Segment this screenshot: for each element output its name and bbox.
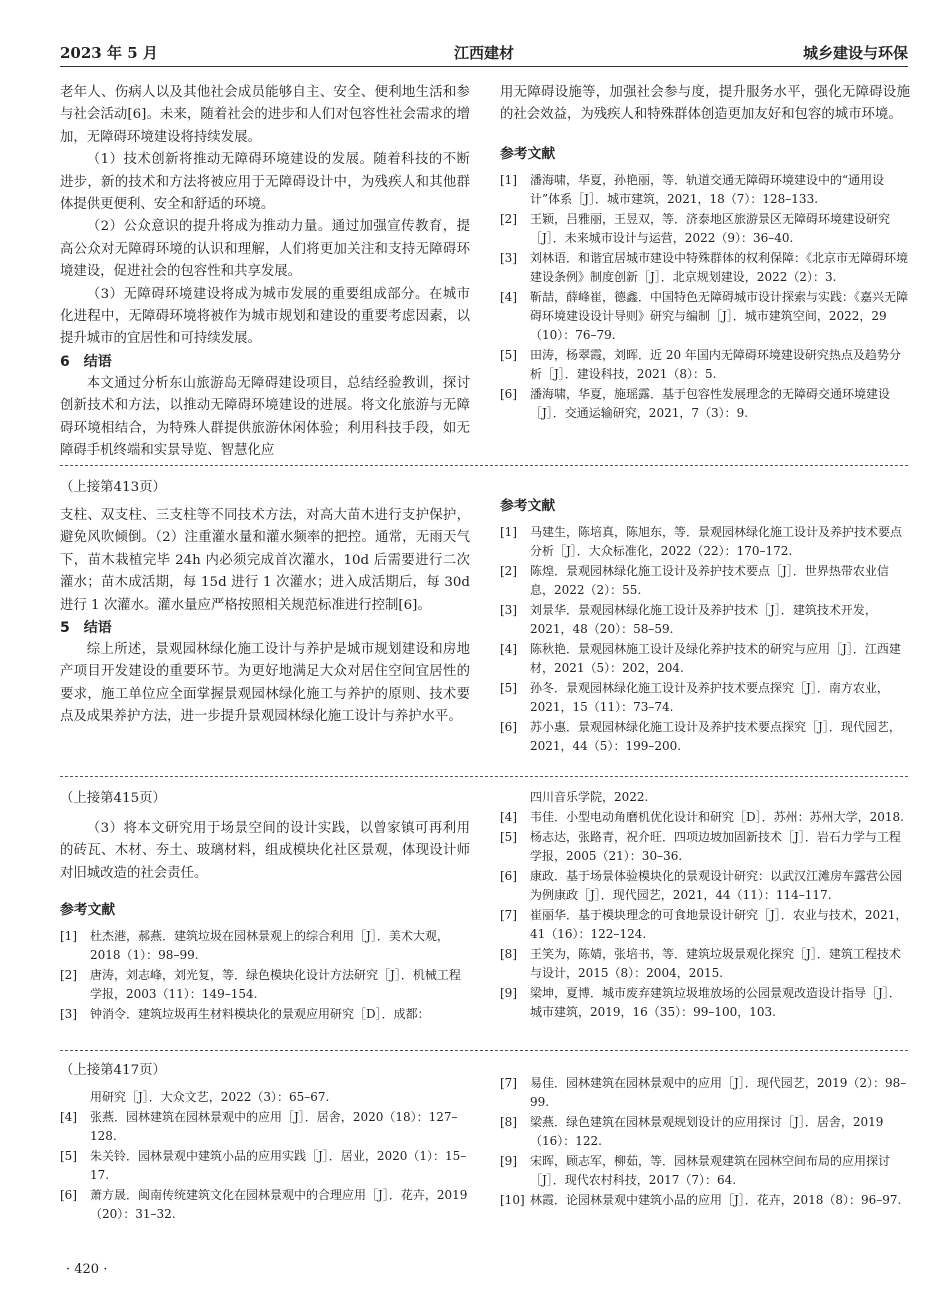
reference-item: [1] 潘海啸，华夏，孙艳丽，等．轨道交通无障碍环境建设中的“通用设计”体系［J］．城市建筑，2021，18（7）：128–133. <box>500 172 885 206</box>
header-date: 2023 年 5 月 <box>60 44 158 62</box>
reference-item: [8] 王笑为，陈婧，张培书，等．建筑垃圾景观化探究［J］．建筑工程技术与设计，2015（8）：2004，2015. <box>500 947 901 980</box>
reference-item: [7] 易佳．园林建筑在园林景观中的应用［J］．现代园艺，2019（2）：98–99. <box>500 1076 907 1109</box>
article-3-ending <box>60 788 908 1040</box>
reference-item: [1] 马建生，陈培真，陈旭东，等．景观园林绿化施工设计及养护技术要点分析［J］．大众标准化，2022（22）：170–172. <box>500 525 903 558</box>
paragraph: （1）技术创新将推动无障碍环境建设的发展。随着科技的不断进步，新的技术和方法将被应用于无障碍设计中，为残疾人和其他群体提供更便利、安全和舒适的环境。 <box>60 152 470 213</box>
section-divider <box>60 465 908 466</box>
references-title: 参考文献 <box>500 498 556 514</box>
reference-item: [3] 刘林语．和谐宜居城市建设中特殊群体的权利保障：《北京市无障碍环境建设条例》制度创新［J］．北京规划建设，2022（2）：3. <box>500 250 909 284</box>
header-section: 城乡建设与环保 <box>802 44 908 62</box>
running-header <box>60 40 908 67</box>
continued-note: （上接第413页） <box>60 480 166 495</box>
reference-item: [8] 梁燕．绿色建筑在园林景观规划设计的应用探讨［J］．居舍，2019（16）：122. <box>500 1115 884 1148</box>
reference-item: [1] 杜杰港，郝燕．建筑垃圾在园林景观上的综合利用［J］．美术大观，2018（1）：98–99. <box>60 929 449 963</box>
reference-item: [4] 张燕．园林建筑在园林景观中的应用［J］．居舍，2020（18）：127–128. <box>60 1110 458 1143</box>
article-1-ending <box>60 82 908 457</box>
section-heading: 5 结语 <box>60 620 112 637</box>
article-4-ending <box>60 1060 908 1250</box>
references-title: 参考文献 <box>500 145 556 162</box>
reference-item: [3] 刘景华．景观园林绿化施工设计及养护技术［J］．建筑技术开发，2021，48（20）：58–59. <box>500 603 877 636</box>
section-divider <box>60 1050 908 1051</box>
reference-item: [5] 田涛，杨翠霞，刘晖．近 20 年国内无障碍环境建设研究热点及趋势分析［J］．建设科技，2021（8）：5. <box>500 347 901 381</box>
paragraph: 支柱、双支柱、三支柱等不同技术方法，对高大苗木进行支护保护，避免风吹倾倒。（2）注重灌水量和灌水频率的把控。通常，无雨天气下，苗木栽植完毕 24h 内必须完成首次灌水，10d 后需要进行二次灌水；苗木成活期，每 15d 进行 1 次灌水；进入成活期后，每 30d 进行 1 次灌水。灌水量应严格按照相关规范标准进行控制[6]。 <box>60 508 470 613</box>
reference-item: [6] 苏小惠．景观园林绿化施工设计及养护技术要点探究［J］．现代园艺，2021，44（5）：199–200. <box>500 720 901 753</box>
header-journal: 江西建材 <box>453 44 514 62</box>
continued-note: （上接第415页） <box>60 791 166 806</box>
reference-item: [7] 崔丽华．基于模块理念的可食地景设计研究［J］．农业与技术，2021，41（16）：122–124. <box>500 908 908 941</box>
left-column <box>60 82 470 463</box>
paragraph: （3）无障碍环境建设将成为城市发展的重要组成部分。在城市化进程中，无障碍环境将被作为城市规划和建设的重要考虑因素，以提升城市的宜居性和可持续发展。 <box>60 286 470 347</box>
conclusion-paragraph: 综上所述，景观园林绿化施工设计与养护是城市规划建设和房地产项目开发建设的重要环节。为更好地满足大众对居住空间宜居性的要求，施工单位应全面掌握景观园林绿化施工与养护的原则、技术要点及成果养护方法，进一步提升景观园林绿化施工设计与养护水平。 <box>60 642 470 725</box>
reference-item: [4] 靳喆，薛峰崔，德鑫．中国特色无障碍城市设计探索与实践：《嘉兴无障碍环境建设设计导则》研究与编制［J］．城市建筑空间，2022，29（10）：76–79. <box>500 289 909 342</box>
paragraph: 用无障碍设施等，加强社会参与度，提升服务水平，强化无障碍设施的社会效益，为残疾人和特殊群体创造更加友好和包容的城市环境。 <box>500 85 910 123</box>
reference-item: [2] 陈煌．景观园林绿化施工设计及养护技术要点［J］．世界热带农业信息，2022（2）：55. <box>500 564 889 597</box>
right-column <box>500 1060 910 1211</box>
section-divider <box>60 776 908 777</box>
left-column <box>60 477 470 729</box>
reference-item: [4] 陈秋艳．景观园林施工设计及绿化养护技术的研究与应用［J］．江西建材，2021（5）：202，204. <box>500 642 901 675</box>
reference-continuation: 四川音乐学院，2022. <box>530 790 649 804</box>
reference-item: [5] 朱关铃．园林景观中建筑小品的应用实践［J］．居业，2020（1）：15–17. <box>60 1149 467 1182</box>
left-column <box>60 788 470 1025</box>
reference-item: [6] 康政．基于场景体验模块化的景观设计研究：以武汉江滩房车露营公园为例康政［J］．现代园艺，2021，44（11）：114–117. <box>500 869 903 902</box>
conclusion-paragraph: 本文通过分析东山旅游岛无障碍建设项目，总结经验教训，探讨创新技术和方法，以推动无障碍环境建设的进展。将文化旅游与无障碍环境相结合，为特殊人群提供旅游休闲体验；利用科技手段，如无障碍手机终端和实景导览、智慧化应 <box>60 375 470 459</box>
reference-item: [9] 宋晖，顾志军，柳茹，等．园林景观建筑在园林空间布局的应用探讨［J］．现代农村科技，2017（7）：64. <box>500 1154 891 1187</box>
reference-item: [5] 孙冬．景观园林绿化施工设计及养护技术要点探究［J］．南方农业，2021，15（11）：73–74. <box>500 681 889 714</box>
article-2-ending <box>60 477 908 769</box>
reference-item: [2] 王颖，吕雅丽，王昱双，等．济泰地区旅游景区无障碍环境建设研究［J］．未来城市设计与运营，2022（9）：36–40. <box>500 211 891 245</box>
right-column <box>500 477 910 757</box>
reference-item: [6] 潘海啸，华夏，施瑶露．基于包容性发展理念的无障碍交通环境建设［J］．交通运输研究，2021，7（3）：9. <box>500 386 891 420</box>
reference-item: [9] 梁坤，夏博．城市废弃建筑垃圾堆放场的公园景观改造设计指导［J］．城市建筑，2019，16（35）：99–100，103. <box>500 986 901 1019</box>
reference-item: [3] 钟消令．建筑垃圾再生材料模块化的景观应用研究［D］．成都： <box>60 1007 430 1022</box>
paragraph: （3）将本文研究用于场景空间的设计实践，以曾家镇可再利用的砖瓦、木材、夯土、玻璃材料，组成模块化社区景观，体现设计师对旧城改造的社会责任。 <box>60 821 470 881</box>
page-number: · 420 · <box>66 1262 108 1277</box>
reference-item: [10] 林霞．论园林景观中建筑小品的应用［J］．花卉，2018（8）：96–97. <box>500 1193 902 1207</box>
left-column <box>60 1060 470 1225</box>
paragraph: （2）公众意识的提升将成为推动力量。通过加强宣传教育，提高公众对无障碍环境的认识和理解，人们将更加关注和支持无障碍环境建设，促进社会的包容性和共享发展。 <box>60 219 470 280</box>
reference-continuation: 用研究［J］．大众文艺，2022（3）：65–67. <box>90 1090 330 1104</box>
paragraph: 老年人、伤病人以及其他社会成员能够自主、安全、便利地生活和参与社会活动[6]。未来，随着社会的进步和人们对包容性社会需求的增加，无障碍环境建设将持续发展。 <box>60 85 470 145</box>
right-column <box>500 82 910 424</box>
reference-item: [6] 萧方晟．闽南传统建筑文化在园林景观中的合理应用［J］．花卉，2019（20）：31–32. <box>60 1188 468 1221</box>
section-heading: 6 结语 <box>60 353 112 370</box>
references-title: 参考文献 <box>60 902 116 919</box>
reference-item: [4] 韦佳．小型电动角磨机优化设计和研究［D］．苏州：苏州大学，2018. <box>500 810 904 824</box>
right-column <box>500 788 910 1023</box>
continued-note: （上接第417页） <box>60 1063 166 1078</box>
reference-item: [5] 杨志达，张路青，祝介旺．四项边坡加固新技术［J］．岩石力学与工程学报，2005（21）：30–36. <box>500 830 901 863</box>
reference-item: [2] 唐涛，刘志峰，刘光复，等．绿色模块化设计方法研究［J］．机械工程学报，2003（11）：149–154. <box>60 968 461 1002</box>
